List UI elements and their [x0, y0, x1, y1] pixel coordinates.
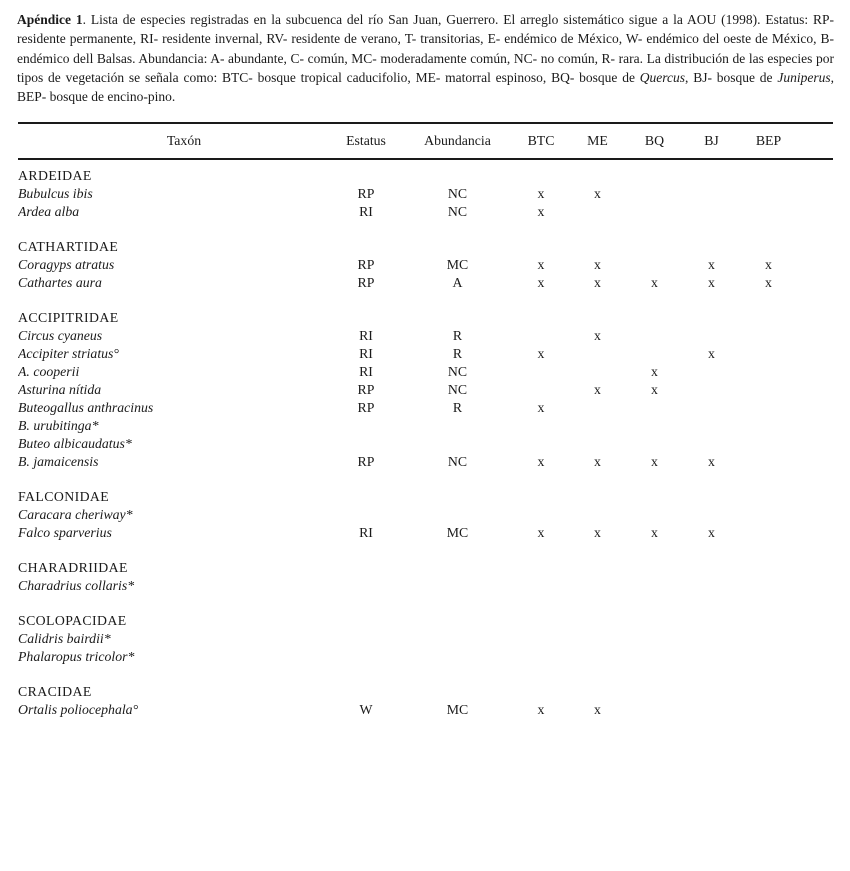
family-row [18, 559, 833, 577]
bj-cell [683, 435, 740, 453]
btc-cell: x [537, 204, 545, 220]
bq-cell [626, 399, 683, 417]
btc-cell: x [537, 257, 545, 273]
species-row [18, 453, 833, 471]
bq-cell: x [651, 382, 658, 398]
btc-cell: x [537, 454, 545, 470]
estatus-cell: RP [357, 454, 375, 470]
bep-cell [740, 381, 797, 399]
me-cell: x [594, 186, 601, 202]
estatus-cell: RI [359, 364, 373, 380]
abundancia-cell: MC [446, 702, 469, 718]
species-name-cell: B. jamaicensis [18, 454, 99, 470]
estatus-cell: RI [359, 204, 373, 220]
row-pad-cell [797, 327, 833, 345]
species-name-cell: Buteo albicaudatus* [18, 436, 132, 452]
abundancia-cell: R [452, 400, 463, 416]
species-row [18, 435, 833, 453]
me-cell [569, 648, 626, 666]
bep-cell [740, 399, 797, 417]
bq-cell [626, 345, 683, 363]
section-spacer-row [18, 221, 833, 238]
bj-cell [683, 381, 740, 399]
family-row [18, 683, 833, 701]
bep-cell [740, 435, 797, 453]
estatus-cell [330, 630, 402, 648]
bep-cell: x [765, 275, 772, 291]
species-name-cell: A. cooperii [18, 364, 80, 380]
bep-cell [740, 417, 797, 435]
leading-spacer-row [18, 159, 833, 167]
row-pad-cell [797, 506, 833, 524]
bj-cell [683, 185, 740, 203]
species-name-cell: Phalaropus tricolor* [18, 649, 135, 665]
me-cell [569, 417, 626, 435]
bj-cell [683, 701, 740, 719]
bep-cell [740, 185, 797, 203]
bep-cell [740, 506, 797, 524]
row-pad-cell [797, 453, 833, 471]
species-name-cell: Bubulcus ibis [18, 186, 93, 202]
btc-cell [513, 577, 569, 595]
btc-cell: x [537, 186, 545, 202]
family-row [18, 167, 833, 185]
me-cell [569, 345, 626, 363]
bep-cell [740, 524, 797, 542]
column-header-me: ME [569, 123, 626, 159]
estatus-cell [330, 506, 402, 524]
bj-cell [683, 327, 740, 345]
abundancia-cell: NC [447, 382, 468, 398]
abundancia-cell [402, 577, 513, 595]
family-name: SCOLOPACIDAE [18, 613, 127, 629]
estatus-cell: RP [357, 382, 375, 398]
column-header-taxon: Taxón [18, 123, 330, 159]
btc-cell: x [537, 400, 545, 416]
btc-cell [513, 327, 569, 345]
me-cell [569, 577, 626, 595]
row-pad-cell [797, 256, 833, 274]
column-header-estatus: Estatus [330, 123, 402, 159]
estatus-cell: RI [359, 525, 373, 541]
bj-cell [683, 506, 740, 524]
row-pad-cell [797, 701, 833, 719]
me-cell [569, 399, 626, 417]
bj-cell [683, 577, 740, 595]
btc-cell [513, 648, 569, 666]
bep-cell [740, 363, 797, 381]
caption-genus-juniperus: Juniperus [777, 69, 831, 85]
bq-cell [626, 506, 683, 524]
bj-cell [683, 203, 740, 221]
caption-text-3: , BEP- bosque de encino-pino. [17, 69, 834, 105]
section-spacer-row [18, 471, 833, 488]
species-name-cell: Ortalis poliocephala° [18, 702, 139, 718]
column-header-bep: BEP [740, 123, 797, 159]
species-row [18, 417, 833, 435]
bep-cell [740, 577, 797, 595]
species-name-cell: Buteogallus anthracinus [18, 400, 154, 416]
bj-cell: x [708, 346, 715, 362]
species-row [18, 185, 833, 203]
btc-cell [513, 417, 569, 435]
species-row [18, 524, 833, 542]
species-row [18, 577, 833, 595]
abundancia-cell: A [452, 275, 463, 291]
bq-cell [626, 256, 683, 274]
bq-cell [626, 417, 683, 435]
abundancia-cell: NC [447, 186, 468, 202]
column-header-spacer [797, 123, 833, 159]
estatus-cell: RP [357, 186, 375, 202]
family-row [18, 612, 833, 630]
caption-label: Apéndice 1 [17, 12, 83, 27]
abundancia-cell [402, 648, 513, 666]
row-pad-cell [797, 203, 833, 221]
family-name: CRACIDAE [18, 684, 92, 700]
bq-cell [626, 577, 683, 595]
me-cell: x [594, 702, 601, 718]
caption-text: . Lista de especies registradas en la subcuenca del río San Juan, Guerrero. El arreglo sistemático sigue a la AOU (1998). Estatus: RP- residente permanente, RI- residente invernal, RV- residente de verano, T- transitorias, E- endémico de México, W- endémico del oeste de México, B- endémico dell Balsas. Abundancia: A- abundante, C- común, MC- moderadamente común, NC- no común, R- rara. La distribución de las especies por tipos de vegetación se señala como: BTC- bosque tropical caducifolio, ME- matorral espinoso, BQ- bosque de [17, 12, 835, 85]
species-row [18, 327, 833, 345]
family-row [18, 238, 833, 256]
row-pad-cell [797, 435, 833, 453]
btc-cell [513, 435, 569, 453]
species-row [18, 399, 833, 417]
species-name-cell: Falco sparverius [18, 525, 112, 541]
btc-cell: x [537, 275, 545, 291]
bj-cell [683, 630, 740, 648]
abundancia-cell [402, 417, 513, 435]
bj-cell: x [708, 454, 715, 470]
abundancia-cell [402, 506, 513, 524]
estatus-cell: RI [359, 328, 373, 344]
estatus-cell: RP [357, 400, 375, 416]
bq-cell [626, 435, 683, 453]
bj-cell: x [708, 257, 715, 273]
family-name: CHARADRIIDAE [18, 560, 128, 576]
row-pad-cell [797, 185, 833, 203]
bq-cell [626, 648, 683, 666]
btc-cell [513, 630, 569, 648]
row-pad-cell [797, 577, 833, 595]
caption-text-2: , BJ- bosque de [685, 69, 778, 85]
row-pad-cell [797, 417, 833, 435]
family-name: FALCONIDAE [18, 489, 110, 505]
column-header-abundancia: Abundancia [402, 123, 513, 159]
species-row [18, 506, 833, 524]
bep-cell [740, 648, 797, 666]
estatus-cell: W [359, 702, 373, 718]
species-name-cell: B. urubitinga* [18, 418, 99, 434]
abundancia-cell: NC [447, 454, 468, 470]
bep-cell [740, 327, 797, 345]
abundancia-cell: NC [447, 204, 468, 220]
bep-cell [740, 345, 797, 363]
section-spacer-row [18, 292, 833, 309]
row-pad-cell [797, 630, 833, 648]
family-row [18, 309, 833, 327]
column-header-bq: BQ [626, 123, 683, 159]
species-table-container [18, 122, 833, 719]
bq-cell: x [651, 275, 658, 291]
species-name-cell: Calidris bairdii* [18, 631, 111, 647]
row-pad-cell [797, 399, 833, 417]
estatus-cell: RI [359, 346, 373, 362]
bep-cell: x [765, 257, 772, 273]
species-table [18, 122, 833, 719]
btc-cell [513, 506, 569, 524]
estatus-cell [330, 435, 402, 453]
me-cell: x [594, 328, 601, 344]
section-spacer-row [18, 595, 833, 612]
bq-cell [626, 203, 683, 221]
species-row [18, 203, 833, 221]
bep-cell [740, 701, 797, 719]
me-cell [569, 435, 626, 453]
bq-cell [626, 701, 683, 719]
species-row [18, 701, 833, 719]
family-name: ARDEIDAE [18, 168, 92, 184]
bj-cell [683, 363, 740, 381]
species-row [18, 274, 833, 292]
species-row [18, 256, 833, 274]
estatus-cell: RP [357, 257, 375, 273]
row-pad-cell [797, 524, 833, 542]
bq-cell [626, 327, 683, 345]
species-name-cell: Caracara cheriway* [18, 507, 133, 523]
me-cell [569, 506, 626, 524]
species-name-cell: Accipiter striatus° [18, 346, 119, 362]
species-name-cell: Charadrius collaris* [18, 578, 135, 594]
me-cell [569, 363, 626, 381]
btc-cell: x [537, 702, 545, 718]
species-row [18, 345, 833, 363]
btc-cell [513, 363, 569, 381]
btc-cell [513, 381, 569, 399]
me-cell: x [594, 454, 601, 470]
estatus-cell [330, 577, 402, 595]
row-pad-cell [797, 381, 833, 399]
bep-cell [740, 203, 797, 221]
abundancia-cell: MC [446, 257, 469, 273]
species-row [18, 630, 833, 648]
species-name-cell: Ardea alba [18, 204, 80, 220]
species-table-body [18, 159, 833, 719]
me-cell: x [594, 257, 601, 273]
species-row [18, 381, 833, 399]
me-cell: x [594, 275, 601, 291]
abundancia-cell: NC [447, 364, 468, 380]
section-spacer-row [18, 542, 833, 559]
row-pad-cell [797, 363, 833, 381]
column-header-bj: BJ [683, 123, 740, 159]
bj-cell [683, 417, 740, 435]
btc-cell: x [537, 346, 545, 362]
bq-cell: x [651, 454, 658, 470]
bep-cell [740, 630, 797, 648]
me-cell: x [594, 525, 601, 541]
row-pad-cell [797, 648, 833, 666]
caption-genus-quercus: Quercus [639, 69, 686, 85]
species-name-cell: Coragyps atratus [18, 257, 115, 273]
row-pad-cell [797, 274, 833, 292]
family-name: ACCIPITRIDAE [18, 310, 119, 326]
estatus-cell [330, 417, 402, 435]
family-name: CATHARTIDAE [18, 239, 119, 255]
abundancia-cell: R [452, 328, 463, 344]
bj-cell: x [708, 275, 715, 291]
row-pad-cell [797, 345, 833, 363]
bj-cell: x [708, 525, 715, 541]
bj-cell [683, 648, 740, 666]
bep-cell [740, 453, 797, 471]
species-name-cell: Circus cyaneus [18, 328, 103, 344]
species-row [18, 363, 833, 381]
bq-cell: x [651, 525, 658, 541]
bq-cell [626, 630, 683, 648]
section-spacer-row [18, 666, 833, 683]
bq-cell: x [651, 364, 658, 380]
species-name-cell: Asturina nítida [18, 382, 102, 398]
column-header-btc: BTC [513, 123, 569, 159]
abundancia-cell: R [452, 346, 463, 362]
bq-cell [626, 185, 683, 203]
me-cell: x [594, 382, 601, 398]
species-name-cell: Cathartes aura [18, 275, 102, 291]
appendix-caption [17, 10, 834, 106]
bj-cell [683, 399, 740, 417]
family-row [18, 488, 833, 506]
estatus-cell: RP [357, 275, 375, 291]
me-cell [569, 630, 626, 648]
btc-cell: x [537, 525, 545, 541]
abundancia-cell: MC [446, 525, 469, 541]
estatus-cell [330, 648, 402, 666]
abundancia-cell [402, 630, 513, 648]
table-header-row [18, 123, 833, 159]
abundancia-cell [402, 435, 513, 453]
me-cell [569, 203, 626, 221]
species-row [18, 648, 833, 666]
